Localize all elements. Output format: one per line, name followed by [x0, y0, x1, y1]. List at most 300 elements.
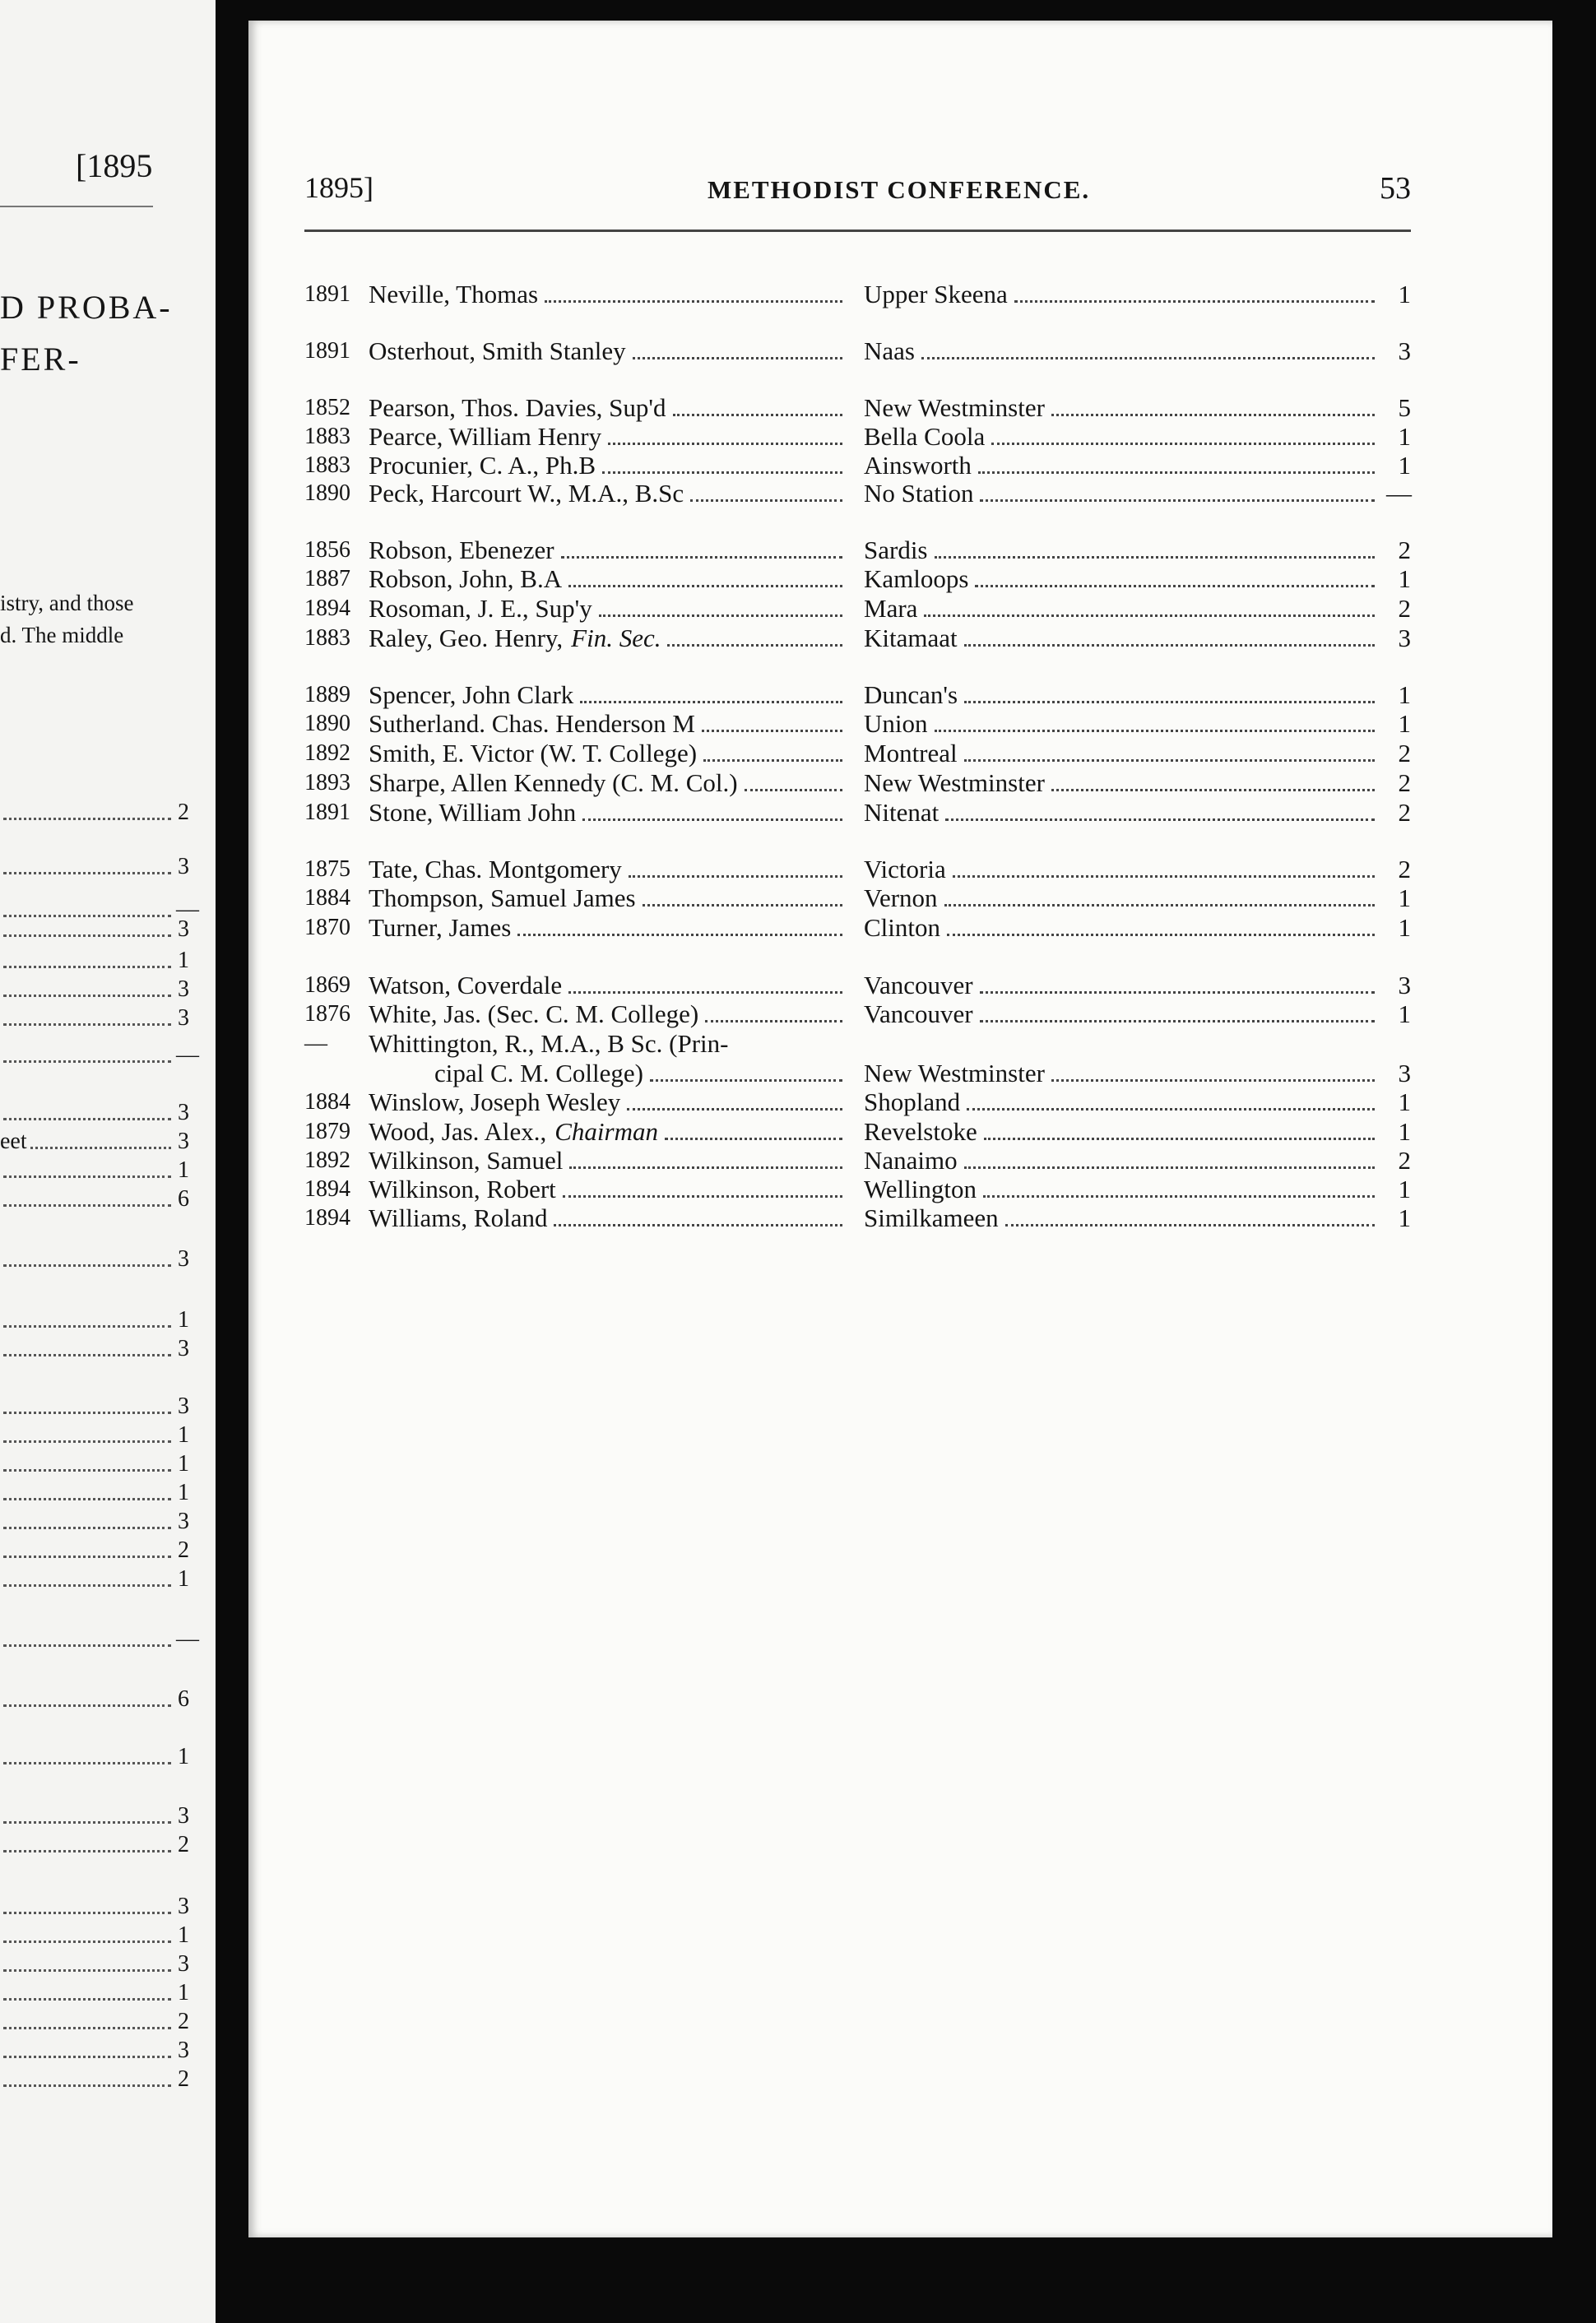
facing-page-row-value: 1	[178, 1922, 189, 1948]
entry-name-cont-line	[369, 1059, 846, 1088]
facing-page-row-value: 3	[178, 2038, 189, 2063]
entry-row	[304, 422, 1411, 452]
entry-name: Spencer, John Clark	[369, 680, 574, 709]
facing-page-row	[0, 1507, 189, 1535]
leader-dots	[705, 1020, 842, 1022]
facing-page-row-value: 3	[178, 1246, 189, 1272]
entry-name: Wood, Jas. Alex.,	[369, 1117, 547, 1146]
facing-page-row	[0, 1742, 189, 1770]
leader-dots	[3, 1354, 171, 1356]
entry-year: 1891	[304, 800, 350, 825]
leader-dots	[517, 934, 842, 936]
entry-name: Sutherland. Chas. Henderson M	[369, 709, 695, 738]
entry-year: 1890	[304, 711, 350, 736]
leader-dots	[568, 991, 842, 994]
facing-page-row-value: 3	[178, 1894, 189, 1919]
entry-row	[304, 1117, 1411, 1147]
leader-dots	[1051, 414, 1375, 416]
facing-page-row	[0, 1478, 189, 1506]
page-header	[304, 167, 1411, 208]
leader-dots	[964, 1166, 1375, 1169]
entry-row	[304, 768, 1411, 798]
entry-station-cell	[864, 1117, 1378, 1147]
entry-station-cell	[864, 739, 1378, 768]
entry-station-cell	[864, 594, 1378, 624]
leader-dots	[690, 499, 842, 502]
leader-dots	[702, 730, 842, 732]
entry-name: Williams, Roland	[369, 1203, 548, 1232]
facing-page-row	[0, 1245, 189, 1273]
entry-name-cell	[369, 624, 846, 653]
facing-page-row-value: 2	[178, 1832, 189, 1857]
facing-page-row	[0, 1392, 189, 1420]
entry-station-cell	[864, 479, 1378, 508]
entry-count: 2	[1398, 855, 1411, 883]
entry-station: Nanaimo	[864, 1146, 958, 1175]
entry-row	[304, 451, 1411, 480]
facing-page-row	[0, 2036, 189, 2064]
main-page	[248, 21, 1552, 2237]
facing-page-row	[0, 1830, 189, 1858]
entry-row	[304, 536, 1411, 565]
entry-year: 1892	[304, 740, 350, 766]
facing-page-row-value: 1	[178, 1980, 189, 2005]
entry-name: Whittington, R., M.A., B Sc. (Prin-	[369, 1029, 729, 1058]
entry-station: Duncan's	[864, 680, 958, 709]
entry-count: 1	[1398, 1087, 1411, 1116]
entry-row	[304, 855, 1411, 884]
entry-station: New Westminster	[864, 768, 1045, 797]
entry-station: Union	[864, 709, 928, 738]
entry-count: 1	[1398, 1175, 1411, 1203]
entry-year: 1875	[304, 856, 350, 882]
entry-station: Victoria	[864, 855, 946, 883]
leader-dots	[627, 1108, 842, 1110]
leader-dots	[3, 2056, 171, 2058]
entry-station-cell	[864, 336, 1378, 366]
entry-name-cell	[369, 280, 846, 309]
entry-station-cell	[864, 768, 1378, 798]
leader-dots	[3, 1118, 171, 1120]
entry-row	[304, 739, 1411, 768]
leader-dots	[580, 701, 842, 703]
entry-office: Fin. Sec.	[571, 624, 661, 652]
entry-name-cell	[369, 883, 846, 913]
entry-station-cell	[864, 971, 1378, 1000]
leader-dots	[3, 1821, 171, 1824]
leader-dots	[3, 1998, 171, 2001]
entry-year: 1856	[304, 537, 350, 563]
facing-page-row-value: 3	[178, 1336, 189, 1361]
facing-page-row-value: 2	[178, 800, 189, 825]
leader-dots	[953, 875, 1375, 878]
leader-dots	[599, 614, 842, 617]
entry-name-cell	[369, 451, 846, 480]
entry-count: 1	[1398, 709, 1411, 738]
leader-dots	[3, 1940, 171, 1943]
facing-page-row-value: 1	[178, 1422, 189, 1448]
entry-count: 2	[1398, 536, 1411, 564]
entry-station-cell	[864, 1146, 1378, 1175]
facing-page-row	[0, 1950, 189, 1978]
leader-dots	[980, 499, 1375, 502]
leader-dots	[3, 2027, 171, 2029]
facing-page	[0, 0, 216, 2323]
entry-station: New Westminster	[864, 1059, 1045, 1087]
entry-station-cell	[864, 999, 1378, 1029]
facing-page-row	[0, 1098, 189, 1126]
leader-dots	[964, 644, 1375, 647]
entry-year: 1870	[304, 915, 350, 940]
entry-count: 1	[1398, 422, 1411, 451]
facing-page-row-value: 1	[178, 1451, 189, 1477]
entry-station-cell	[864, 536, 1378, 565]
entry-row	[304, 393, 1411, 423]
entry-count: 3	[1398, 971, 1411, 999]
header-rule	[304, 230, 1411, 232]
leader-dots	[545, 300, 842, 303]
facing-page-row-value: 3	[178, 1129, 189, 1154]
entry-row	[304, 594, 1411, 624]
entry-name: Winslow, Joseph Wesley	[369, 1087, 621, 1116]
running-head-title: METHODIST CONFERENCE.	[708, 175, 1091, 204]
facing-page-row-value: 1	[178, 1744, 189, 1769]
leader-dots	[3, 1060, 171, 1063]
entry-row	[304, 624, 1411, 653]
facing-page-row-value: —	[176, 1042, 199, 1068]
entry-count: 1	[1398, 1203, 1411, 1232]
leader-dots	[984, 1138, 1375, 1140]
leader-dots	[1051, 1079, 1375, 1082]
leader-dots	[3, 2084, 171, 2087]
entry-name: Rosoman, J. E., Sup'y	[369, 594, 592, 623]
entry-name: Thompson, Samuel James	[369, 883, 636, 912]
facing-page-row	[0, 1421, 189, 1449]
entry-station-cell	[864, 709, 1378, 739]
entry-name-cell	[369, 1146, 846, 1175]
entry-name-cell	[369, 999, 846, 1029]
leader-dots	[3, 1325, 171, 1328]
entry-station-cell	[864, 798, 1378, 828]
entry-name: Watson, Coverdale	[369, 971, 563, 999]
entry-station-cell	[864, 1059, 1378, 1088]
leader-dots	[975, 585, 1375, 587]
entry-name-cell	[369, 336, 846, 366]
entry-count: 1	[1398, 280, 1411, 308]
leader-dots	[563, 1195, 842, 1198]
entry-name: Smith, E. Victor (W. T. College)	[369, 739, 698, 767]
entry-name: Tate, Chas. Montgomery	[369, 855, 622, 883]
entry-name-cell	[369, 1087, 846, 1117]
entry-count: 2	[1398, 739, 1411, 767]
entry-count: —	[1386, 479, 1412, 508]
facing-page-row	[0, 946, 189, 974]
entry-station-cell	[864, 1087, 1378, 1117]
leader-dots	[643, 904, 842, 906]
entry-name-continued: cipal C. M. College)	[434, 1059, 643, 1087]
facing-page-row	[0, 1334, 189, 1362]
facing-page-row	[0, 915, 189, 943]
entry-station: No Station	[864, 479, 974, 508]
entry-row	[304, 1029, 1411, 1087]
entry-name: Peck, Harcourt W., M.A., B.Sc	[369, 479, 684, 508]
entry-name-cell	[369, 422, 846, 452]
leader-dots	[3, 995, 171, 997]
entry-station: Wellington	[864, 1175, 977, 1203]
entry-year: 1893	[304, 770, 350, 795]
entry-name-cell	[369, 536, 846, 565]
leader-dots	[569, 1166, 842, 1169]
entry-count: 1	[1398, 913, 1411, 942]
facing-page-row	[0, 1127, 189, 1155]
entry-station: Sardis	[864, 536, 928, 564]
entry-name: Sharpe, Allen Kennedy (C. M. Col.)	[369, 768, 738, 797]
leader-dots	[3, 1412, 171, 1414]
entry-station: Vernon	[864, 883, 938, 912]
leader-dots	[3, 1204, 171, 1207]
leader-dots	[1014, 300, 1375, 303]
leader-dots	[935, 730, 1376, 732]
entry-name: Stone, William John	[369, 798, 577, 827]
entry-year: —	[304, 1031, 327, 1056]
entry-row	[304, 1146, 1411, 1175]
facing-page-row-label: eet	[0, 1129, 27, 1154]
leader-dots	[944, 904, 1375, 906]
entry-count: 1	[1398, 451, 1411, 480]
leader-dots	[3, 1912, 171, 1914]
entry-count: 1	[1398, 564, 1411, 593]
entry-year: 1884	[304, 1089, 350, 1115]
entry-row	[304, 1203, 1411, 1233]
facing-page-row	[0, 1004, 189, 1032]
entry-name-cell	[369, 913, 846, 943]
leader-dots	[935, 556, 1376, 559]
leader-dots	[991, 443, 1375, 445]
entry-name: Raley, Geo. Henry,	[369, 624, 564, 652]
leader-dots	[3, 1440, 171, 1443]
entry-station: Shopland	[864, 1087, 961, 1116]
entry-station: Revelstoke	[864, 1117, 977, 1146]
entry-station: Montreal	[864, 739, 958, 767]
entry-row	[304, 709, 1411, 739]
leader-dots	[582, 818, 842, 821]
entry-station: Ainsworth	[864, 451, 972, 480]
entry-name-cell	[369, 739, 846, 768]
facing-page-row-value: 3	[178, 1005, 189, 1031]
entry-row	[304, 883, 1411, 913]
facing-page-row-value: 3	[178, 1803, 189, 1829]
entry-station-cell	[864, 913, 1378, 943]
entry-station: Clinton	[864, 913, 941, 942]
running-head-year: 1895]	[304, 171, 373, 204]
leader-dots	[3, 1469, 171, 1472]
entry-row	[304, 798, 1411, 828]
facing-page-row	[0, 1801, 189, 1829]
entry-row	[304, 280, 1411, 309]
entry-station-cell	[864, 1203, 1378, 1233]
entry-year: 1887	[304, 566, 350, 591]
facing-page-row	[0, 1685, 189, 1713]
entry-name-cell	[369, 1117, 846, 1147]
entry-station: Kamloops	[864, 564, 969, 593]
entry-station: New Westminster	[864, 393, 1045, 422]
leader-dots	[673, 414, 843, 416]
entry-count: 5	[1398, 393, 1411, 422]
entry-name: Turner, James	[369, 913, 512, 942]
leader-dots	[3, 818, 171, 820]
facing-page-row-value: 1	[178, 1480, 189, 1505]
facing-page-header: [1895	[76, 147, 153, 184]
facing-page-row-value: 3	[178, 854, 189, 879]
facing-page-row-value: 2	[178, 2066, 189, 2092]
entry-count: 1	[1398, 1117, 1411, 1146]
entry-count: 3	[1398, 624, 1411, 652]
entry-year: 1883	[304, 452, 350, 478]
leader-dots	[1005, 1224, 1375, 1226]
facing-page-row	[0, 1565, 189, 1593]
leader-dots	[667, 644, 842, 647]
entry-count: 2	[1398, 768, 1411, 797]
facing-page-title-line-1: D PROBA-	[0, 289, 173, 326]
entry-name: Procunier, C. A., Ph.B	[369, 451, 596, 480]
facing-page-row	[0, 852, 189, 880]
leader-dots	[602, 471, 842, 474]
entry-year: 1879	[304, 1119, 350, 1144]
leader-dots	[650, 1079, 842, 1082]
facing-page-row-value: 3	[178, 916, 189, 942]
leader-dots	[3, 1527, 171, 1529]
entry-name: Robson, John, B.A	[369, 564, 563, 593]
facing-page-row-value: 1	[178, 1566, 189, 1592]
facing-page-row-value: 6	[178, 1686, 189, 1712]
entry-count: 3	[1398, 1059, 1411, 1087]
entry-station-cell	[864, 883, 1378, 913]
entry-name-cell	[369, 855, 846, 884]
facing-page-row-value: —	[176, 1626, 199, 1652]
leader-dots	[30, 1147, 171, 1149]
entry-name-cell	[369, 564, 846, 594]
facing-page-row	[0, 1449, 189, 1477]
leader-dots	[629, 875, 842, 878]
leader-dots	[978, 471, 1375, 474]
entry-name: Wilkinson, Samuel	[369, 1146, 564, 1175]
facing-page-row-value: 1	[178, 1157, 189, 1183]
facing-page-row-value: —	[176, 897, 199, 922]
facing-page-row	[0, 1156, 189, 1184]
leader-dots	[3, 934, 171, 937]
entry-station-cell	[864, 451, 1378, 480]
entry-count: 2	[1398, 594, 1411, 623]
leader-dots	[3, 1264, 171, 1267]
entry-year: 1894	[304, 1205, 350, 1231]
leader-dots	[3, 1644, 171, 1647]
entry-name-cell	[369, 680, 846, 710]
facing-page-row	[0, 1041, 199, 1069]
leader-dots	[633, 357, 842, 359]
entry-count: 3	[1398, 336, 1411, 365]
facing-page-row-value: 1	[178, 948, 189, 973]
facing-page-row-value: 2	[178, 2009, 189, 2034]
facing-page-note-line-2: d. The middle	[0, 623, 124, 647]
entry-year: 1883	[304, 625, 350, 651]
entry-row	[304, 479, 1411, 508]
leader-dots	[608, 443, 842, 445]
leader-dots	[967, 1108, 1375, 1110]
entry-row	[304, 336, 1411, 366]
entry-name: Pearson, Thos. Davies, Sup'd	[369, 393, 666, 422]
entry-year: 1852	[304, 395, 350, 420]
entry-name-cell	[369, 594, 846, 624]
leader-dots	[745, 789, 842, 791]
entry-count: 2	[1398, 1146, 1411, 1175]
facing-page-row-value: 3	[178, 1951, 189, 1977]
entry-row	[304, 913, 1411, 943]
facing-page-row	[0, 1305, 189, 1333]
entry-year: 1894	[304, 596, 350, 621]
entry-name-cell	[369, 709, 846, 739]
entry-row	[304, 680, 1411, 710]
entry-name-cell	[369, 479, 846, 508]
facing-page-row-value: 3	[178, 1393, 189, 1419]
entry-office: Chairman	[554, 1117, 658, 1146]
leader-dots	[947, 934, 1375, 936]
entry-station: Vancouver	[864, 999, 973, 1028]
entry-name-cell	[369, 393, 846, 423]
entry-count: 2	[1398, 798, 1411, 827]
facing-page-row-value: 3	[178, 976, 189, 1002]
entry-year: 1891	[304, 281, 350, 307]
entry-row	[304, 1175, 1411, 1204]
leader-dots	[983, 1195, 1375, 1198]
facing-page-row	[0, 1892, 189, 1920]
entry-year: 1892	[304, 1148, 350, 1173]
entry-station: Upper Skeena	[864, 280, 1008, 308]
entry-station-cell	[864, 680, 1378, 710]
leader-dots	[964, 759, 1375, 762]
leader-dots	[964, 701, 1375, 703]
facing-page-row	[0, 1536, 189, 1564]
entry-name-cell	[369, 971, 846, 1000]
entry-station-cell	[864, 422, 1378, 452]
leader-dots	[3, 1175, 171, 1178]
entry-row	[304, 1087, 1411, 1117]
facing-page-title-line-2: FER-	[0, 341, 81, 378]
facing-page-row	[0, 798, 189, 826]
facing-page-row	[0, 1185, 189, 1213]
leader-dots	[3, 1023, 171, 1026]
entry-name: Robson, Ebenezer	[369, 536, 554, 564]
entry-station: Similkameen	[864, 1203, 999, 1232]
entry-year: 1891	[304, 338, 350, 364]
entry-year: 1869	[304, 972, 350, 998]
entry-name: Neville, Thomas	[369, 280, 539, 308]
entry-station-cell	[864, 393, 1378, 423]
leader-dots	[3, 872, 171, 874]
leader-dots	[3, 966, 171, 968]
entry-station-cell	[864, 624, 1378, 653]
entry-name-cell	[369, 1203, 846, 1233]
leader-dots	[3, 1704, 171, 1707]
entry-row	[304, 971, 1411, 1000]
page-number: 53	[1380, 171, 1411, 206]
leader-dots	[1051, 789, 1375, 791]
leader-dots	[945, 818, 1375, 821]
facing-page-row-value: 3	[178, 1509, 189, 1534]
leader-dots	[561, 556, 842, 559]
entry-year: 1876	[304, 1001, 350, 1027]
entry-year: 1890	[304, 480, 350, 506]
entry-name: Osterhout, Smith Stanley	[369, 336, 626, 365]
